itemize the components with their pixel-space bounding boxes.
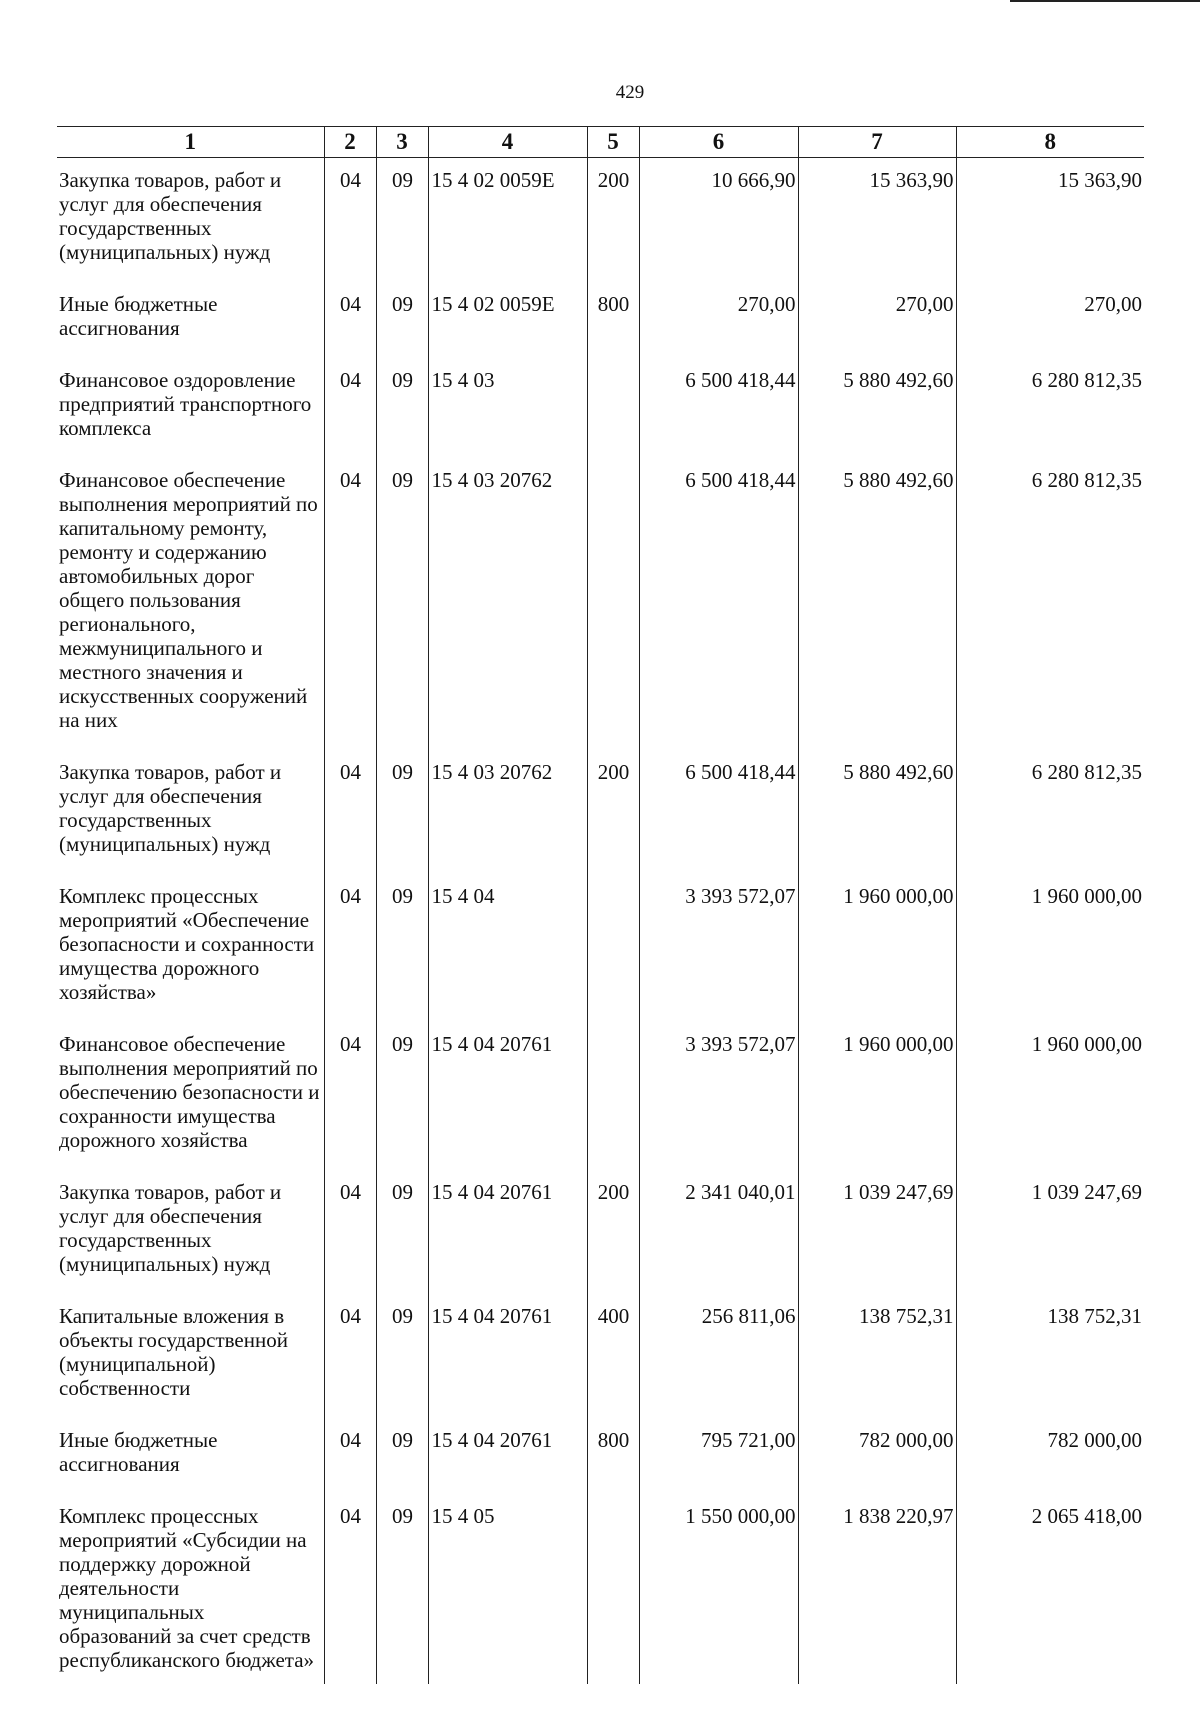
header-col-6: 6 <box>639 127 798 158</box>
row-name: Финансовое обеспечение выполнения мероприятий по капитальному ремонту, ремонту и содержанию автомобильных дорог общего пользования регионального, межмуниципального и местного значения и искусственных сооружений на них <box>57 458 324 750</box>
row-amount-8: 1 039 247,69 <box>956 1170 1144 1294</box>
row-amount-7: 270,00 <box>798 282 956 358</box>
row-subsection: 09 <box>376 874 428 1022</box>
row-name: Иные бюджетные ассигнования <box>57 1418 324 1494</box>
row-name: Закупка товаров, работ и услуг для обеспечения государственных (муниципальных) нужд <box>57 1170 324 1294</box>
row-name: Комплекс процессных мероприятий «Обеспечение безопасности и сохранности имущества дорожного хозяйства» <box>57 874 324 1022</box>
table-row <box>57 158 1144 283</box>
row-amount-8: 1 960 000,00 <box>956 1022 1144 1170</box>
table-row <box>57 282 1144 358</box>
row-amount-7: 5 880 492,60 <box>798 750 956 874</box>
row-target: 15 4 03 20762 <box>428 458 587 750</box>
row-amount-7: 5 880 492,60 <box>798 458 956 750</box>
row-target: 15 4 04 20761 <box>428 1170 587 1294</box>
row-section: 04 <box>324 1170 376 1294</box>
row-name: Иные бюджетные ассигнования <box>57 282 324 358</box>
row-target: 15 4 05 <box>428 1494 587 1684</box>
row-amount-6: 795 721,00 <box>639 1418 798 1494</box>
row-amount-8: 1 960 000,00 <box>956 874 1144 1022</box>
top-edge-rule <box>1010 0 1200 2</box>
row-target: 15 4 02 0059Е <box>428 158 587 283</box>
row-subsection: 09 <box>376 750 428 874</box>
header-col-2: 2 <box>324 127 376 158</box>
row-amount-6: 10 666,90 <box>639 158 798 283</box>
row-section: 04 <box>324 282 376 358</box>
row-expense-type <box>587 458 639 750</box>
row-amount-7: 1 960 000,00 <box>798 1022 956 1170</box>
row-target: 15 4 04 20761 <box>428 1418 587 1494</box>
header-col-5: 5 <box>587 127 639 158</box>
row-name: Закупка товаров, работ и услуг для обеспечения государственных (муниципальных) нужд <box>57 158 324 283</box>
row-section: 04 <box>324 158 376 283</box>
row-amount-7: 1 039 247,69 <box>798 1170 956 1294</box>
row-amount-6: 3 393 572,07 <box>639 874 798 1022</box>
row-amount-6: 270,00 <box>639 282 798 358</box>
row-subsection: 09 <box>376 1418 428 1494</box>
row-amount-7: 1 838 220,97 <box>798 1494 956 1684</box>
row-expense-type: 200 <box>587 1170 639 1294</box>
row-expense-type: 400 <box>587 1294 639 1418</box>
row-expense-type <box>587 1022 639 1170</box>
row-expense-type: 800 <box>587 1418 639 1494</box>
row-target: 15 4 02 0059Е <box>428 282 587 358</box>
header-row <box>57 127 1144 158</box>
row-subsection: 09 <box>376 458 428 750</box>
table-row <box>57 750 1144 874</box>
row-subsection: 09 <box>376 358 428 458</box>
table-row <box>57 458 1144 750</box>
row-amount-6: 2 341 040,01 <box>639 1170 798 1294</box>
row-expense-type <box>587 874 639 1022</box>
row-amount-8: 6 280 812,35 <box>956 358 1144 458</box>
row-amount-7: 1 960 000,00 <box>798 874 956 1022</box>
row-section: 04 <box>324 1022 376 1170</box>
row-amount-7: 138 752,31 <box>798 1294 956 1418</box>
row-amount-7: 782 000,00 <box>798 1418 956 1494</box>
row-amount-7: 5 880 492,60 <box>798 358 956 458</box>
row-subsection: 09 <box>376 158 428 283</box>
row-amount-8: 782 000,00 <box>956 1418 1144 1494</box>
row-expense-type: 800 <box>587 282 639 358</box>
row-name: Комплекс процессных мероприятий «Субсидии на поддержку дорожной деятельности муниципальных образований за счет средств республиканского бюджета» <box>57 1494 324 1684</box>
row-section: 04 <box>324 1418 376 1494</box>
row-section: 04 <box>324 1494 376 1684</box>
row-expense-type <box>587 1494 639 1684</box>
row-amount-6: 256 811,06 <box>639 1294 798 1418</box>
header-col-4: 4 <box>428 127 587 158</box>
row-amount-7: 15 363,90 <box>798 158 956 283</box>
row-subsection: 09 <box>376 1494 428 1684</box>
header-col-1: 1 <box>57 127 324 158</box>
row-subsection: 09 <box>376 1170 428 1294</box>
row-name: Финансовое оздоровление предприятий транспортного комплекса <box>57 358 324 458</box>
row-amount-8: 6 280 812,35 <box>956 750 1144 874</box>
page-number: 429 <box>615 82 645 103</box>
table-row <box>57 874 1144 1022</box>
row-target: 15 4 04 <box>428 874 587 1022</box>
row-amount-6: 6 500 418,44 <box>639 358 798 458</box>
header-col-7: 7 <box>798 127 956 158</box>
row-target: 15 4 04 20761 <box>428 1022 587 1170</box>
row-expense-type <box>587 358 639 458</box>
budget-table <box>57 126 1144 1684</box>
header-col-3: 3 <box>376 127 428 158</box>
row-amount-6: 6 500 418,44 <box>639 458 798 750</box>
row-subsection: 09 <box>376 282 428 358</box>
row-amount-6: 1 550 000,00 <box>639 1494 798 1684</box>
row-expense-type: 200 <box>587 158 639 283</box>
row-amount-6: 3 393 572,07 <box>639 1022 798 1170</box>
table-row <box>57 358 1144 458</box>
table-row <box>57 1022 1144 1170</box>
row-name: Финансовое обеспечение выполнения мероприятий по обеспечению безопасности и сохранности имущества дорожного хозяйства <box>57 1022 324 1170</box>
row-amount-8: 2 065 418,00 <box>956 1494 1144 1684</box>
row-subsection: 09 <box>376 1022 428 1170</box>
row-amount-8: 15 363,90 <box>956 158 1144 283</box>
header-col-8: 8 <box>956 127 1144 158</box>
row-target: 15 4 03 20762 <box>428 750 587 874</box>
row-section: 04 <box>324 358 376 458</box>
row-name: Капитальные вложения в объекты государственной (муниципальной) собственности <box>57 1294 324 1418</box>
table-row <box>57 1418 1144 1494</box>
table-row <box>57 1170 1144 1294</box>
row-subsection: 09 <box>376 1294 428 1418</box>
row-name: Закупка товаров, работ и услуг для обеспечения государственных (муниципальных) нужд <box>57 750 324 874</box>
row-amount-8: 270,00 <box>956 282 1144 358</box>
row-section: 04 <box>324 1294 376 1418</box>
row-target: 15 4 03 <box>428 358 587 458</box>
table-row <box>57 1294 1144 1418</box>
row-section: 04 <box>324 750 376 874</box>
row-target: 15 4 04 20761 <box>428 1294 587 1418</box>
row-section: 04 <box>324 458 376 750</box>
table-row <box>57 1494 1144 1684</box>
row-amount-8: 138 752,31 <box>956 1294 1144 1418</box>
row-expense-type: 200 <box>587 750 639 874</box>
row-section: 04 <box>324 874 376 1022</box>
row-amount-8: 6 280 812,35 <box>956 458 1144 750</box>
row-amount-6: 6 500 418,44 <box>639 750 798 874</box>
